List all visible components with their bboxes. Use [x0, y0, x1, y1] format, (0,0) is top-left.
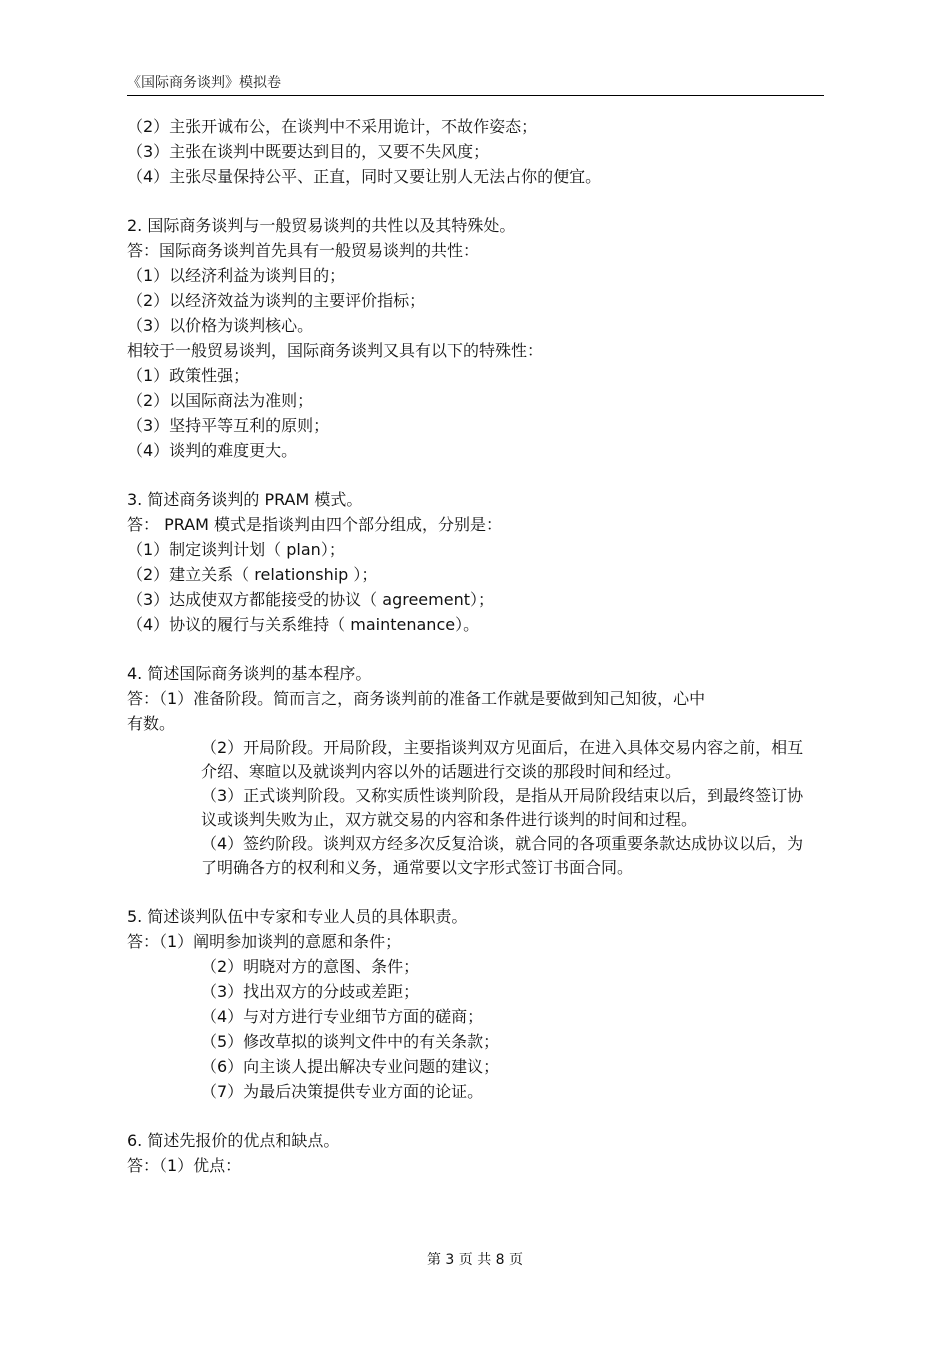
page-header-title: 《国际商务谈判》模拟卷: [127, 75, 281, 91]
list-item: （3）找出双方的分歧或差距；: [201, 982, 420, 1001]
list-item: （3）达成使双方都能接受的协议（ agreement）；: [127, 590, 494, 609]
list-item: （3）坚持平等互利的原则；: [127, 416, 330, 435]
list-item: （5）修改草拟的谈判文件中的有关条款；: [201, 1032, 500, 1051]
list-item: （1）以经济利益为谈判目的；: [127, 266, 346, 285]
list-item: （1）政策性强；: [127, 366, 250, 385]
list-item: （4）谈判的难度更大。: [127, 441, 298, 460]
question-5: 5. 简述谈判队伍中专家和专业人员的具体职责。: [127, 907, 468, 926]
answer-4-paragraph: （4）签约阶段。谈判双方经多次反复洽谈，就合同的各项重要条款达成协议以后，为了明确各方的权利和义务，通常要以文字形式签订书面合同。: [201, 834, 804, 877]
list-item: （2）建立关系（ relationship ）；: [127, 565, 378, 584]
spacer: [127, 880, 827, 904]
list-item: （2）明晓对方的意图、条件；: [201, 957, 420, 976]
list-item: （1）制定谈判计划（ plan）；: [127, 540, 345, 559]
list-item: （3）以价格为谈判核心。: [127, 316, 314, 335]
answer-5-first: 答：（1）阐明参加谈判的意愿和条件；: [127, 932, 402, 951]
answer-2-special-intro: 相较于一般贸易谈判，国际商务谈判又具有以下的特殊性：: [127, 341, 544, 360]
list-item: （4）与对方进行专业细节方面的磋商；: [201, 1007, 484, 1026]
spacer: [127, 189, 827, 213]
answer-3-intro: 答： PRAM 模式是指谈判由四个部分组成，分别是：: [127, 515, 503, 534]
question-6: 6. 简述先报价的优点和缺点。: [127, 1131, 340, 1150]
list-item: （4）主张尽量保持公平、正直，同时又要让别人无法占你的便宜。: [127, 167, 602, 186]
spacer: [127, 463, 827, 487]
question-3: 3. 简述商务谈判的 PRAM 模式。: [127, 490, 363, 509]
answer-2-intro: 答：国际商务谈判首先具有一般贸易谈判的共性：: [127, 241, 480, 260]
page-footer: 第 3 页 共 8 页: [426, 1252, 524, 1268]
question-2: 2. 国际商务谈判与一般贸易谈判的共性以及其特殊处。: [127, 216, 516, 235]
list-item: （4）协议的履行与关系维持（ maintenance）。: [127, 615, 480, 634]
list-item: （7）为最后决策提供专业方面的论证。: [201, 1082, 484, 1101]
question-4: 4. 简述国际商务谈判的基本程序。: [127, 664, 372, 683]
answer-4-line-2: 有数。: [127, 714, 176, 733]
list-item: （2）以国际商法为准则；: [127, 391, 314, 410]
spacer: [127, 637, 827, 661]
list-item: （3）主张在谈判中既要达到目的，又要不失风度；: [127, 142, 490, 161]
answer-4-paragraph: （3）正式谈判阶段。又称实质性谈判阶段，是指从开局阶段结束以后，到最终签订协议或谈判失败为止，双方就交易的内容和条件进行谈判的时间和过程。: [201, 786, 804, 829]
header-divider: [127, 95, 824, 96]
list-item: （2）以经济效益为谈判的主要评价指标；: [127, 291, 426, 310]
spacer: [127, 1104, 827, 1128]
list-item: （6）向主谈人提出解决专业问题的建议；: [201, 1057, 500, 1076]
document-body: [127, 114, 827, 1178]
list-item: （2）主张开诚布公，在谈判中不采用诡计，不故作姿态；: [127, 117, 538, 136]
answer-4-paragraph: （2）开局阶段。开局阶段，主要指谈判双方见面后，在进入具体交易内容之前，相互介绍、寒暄以及就谈判内容以外的话题进行交谈的那段时间和经过。: [201, 738, 804, 781]
answer-4-line-1: 答：（1）准备阶段。简而言之，商务谈判前的准备工作就是要做到知己知彼，心中: [127, 689, 706, 708]
answer-6-first: 答：（1）优点：: [127, 1156, 242, 1175]
